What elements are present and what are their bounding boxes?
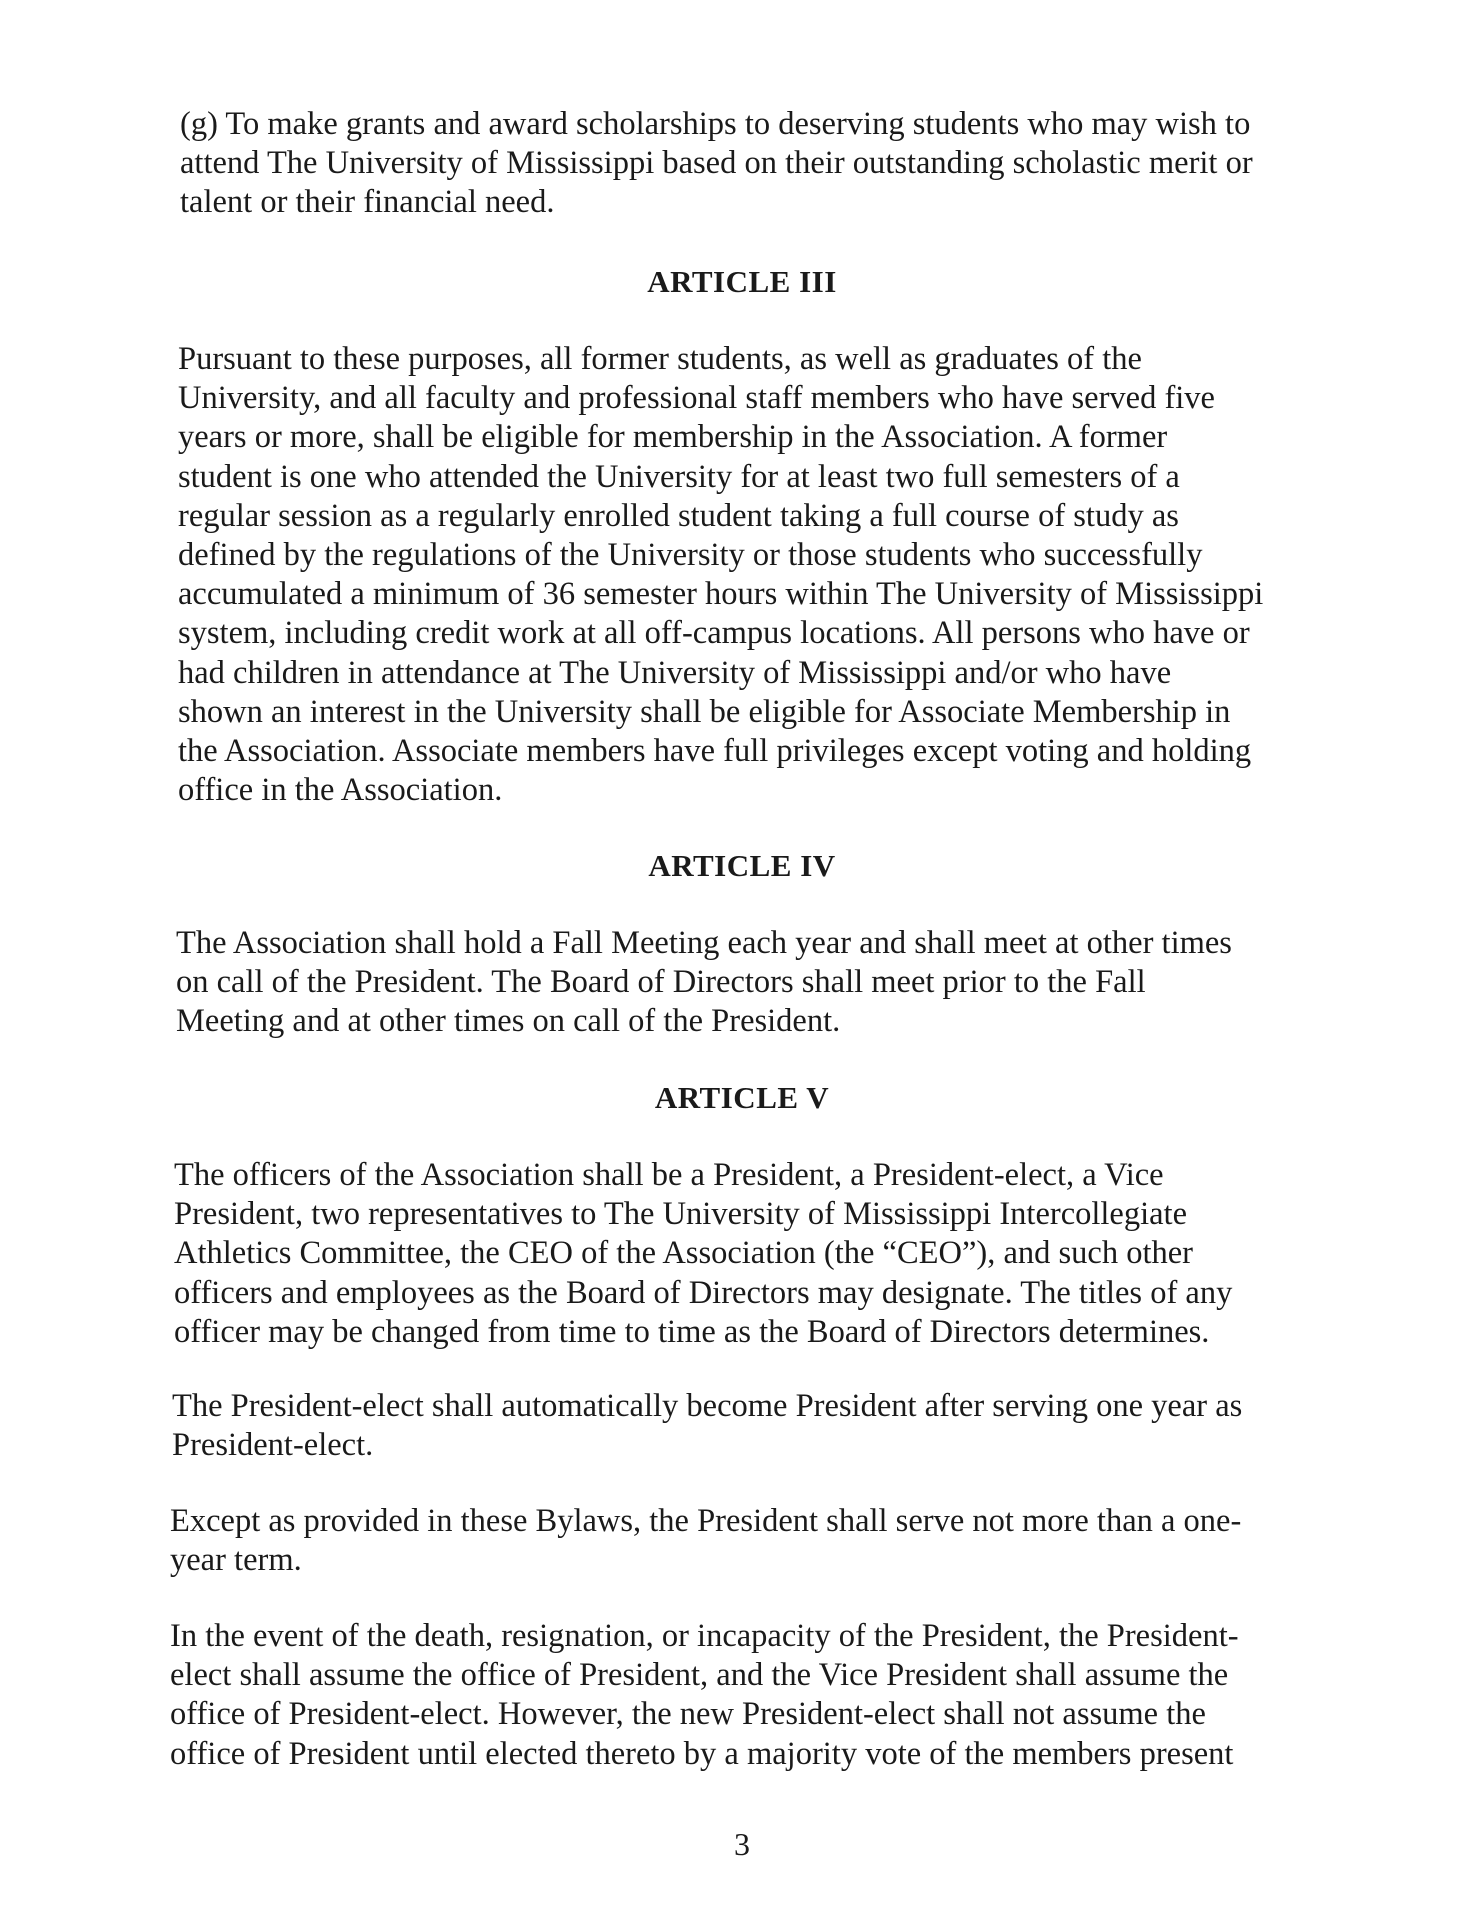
article-3-body xyxy=(178,340,1338,810)
text-line: student is one who attended the University for at least two full semesters of a xyxy=(178,458,1180,495)
article-5-heading: ARTICLE V xyxy=(654,1080,830,1115)
text-line: President, two representatives to The University of Mississippi Intercollegiate xyxy=(174,1196,1188,1233)
text-line: the Association. Associate members have full privileges except voting and holding xyxy=(178,733,1252,770)
article-4-body xyxy=(176,924,1336,1042)
text-line: University, and all faculty and professional staff members who have served five xyxy=(178,380,1215,417)
article-5-paragraph-4 xyxy=(170,1617,1330,1774)
article-5-paragraph-3 xyxy=(170,1502,1330,1580)
text-line: years or more, shall be eligible for membership in the Association. A former xyxy=(178,419,1168,456)
text-line: officer may be changed from time to time as the Board of Directors determines. xyxy=(174,1313,1210,1350)
text-line: Meeting and at other times on call of the President. xyxy=(176,1003,841,1040)
article-3-heading: ARTICLE III xyxy=(647,264,837,299)
text-line: attend The University of Mississippi based on their outstanding scholastic merit or xyxy=(180,145,1253,182)
article-5-paragraph-1 xyxy=(174,1156,1334,1352)
text-line: President-elect. xyxy=(172,1427,374,1464)
text-line: defined by the regulations of the University or those students who successfully xyxy=(178,537,1203,574)
text-line: talent or their financial need. xyxy=(180,184,555,221)
text-line: office in the Association. xyxy=(178,772,503,809)
article-4-heading: ARTICLE IV xyxy=(648,848,836,883)
page-number: 3 xyxy=(734,1826,750,1862)
text-line: system, including credit work at all off-campus locations. All persons who have or xyxy=(178,615,1250,652)
text-line: on call of the President. The Board of Directors shall meet prior to the Fall xyxy=(176,964,1146,1001)
text-line: year term. xyxy=(170,1542,302,1579)
text-line: elect shall assume the office of President, and the Vice President shall assume the xyxy=(170,1657,1229,1694)
text-line: Except as provided in these Bylaws, the President shall serve not more than a one- xyxy=(170,1503,1242,1539)
text-line: Athletics Committee, the CEO of the Association (the “CEO”), and such other xyxy=(174,1235,1194,1272)
text-line: had children in attendance at The University of Mississippi and/or who have xyxy=(178,654,1172,691)
text-line: shown an interest in the University shall be eligible for Associate Membership in xyxy=(178,693,1231,730)
text-line: In the event of the death, resignation, or incapacity of the President, the President- xyxy=(170,1618,1239,1654)
article-5-paragraph-2 xyxy=(172,1387,1332,1465)
text-line: The Association shall hold a Fall Meeting each year and shall meet at other times xyxy=(176,925,1232,961)
text-line: officers and employees as the Board of Directors may designate. The titles of any xyxy=(174,1274,1233,1311)
text-line: The officers of the Association shall be a President, a President-elect, a Vice xyxy=(174,1157,1164,1193)
text-line: office of President until elected thereto by a majority vote of the members present xyxy=(170,1735,1234,1772)
text-line: (g) To make grants and award scholarships to deserving students who may wish to xyxy=(180,106,1251,142)
text-line: regular session as a regularly enrolled student taking a full course of study as xyxy=(178,497,1179,534)
text-line: office of President-elect. However, the new President-elect shall not assume the xyxy=(170,1696,1206,1733)
paragraph-g xyxy=(180,105,1340,223)
text-line: Pursuant to these purposes, all former students, as well as graduates of the xyxy=(178,341,1142,377)
text-line: accumulated a minimum of 36 semester hours within The University of Mississippi xyxy=(178,576,1264,613)
text-line: The President-elect shall automatically become President after serving one year as xyxy=(172,1388,1243,1424)
